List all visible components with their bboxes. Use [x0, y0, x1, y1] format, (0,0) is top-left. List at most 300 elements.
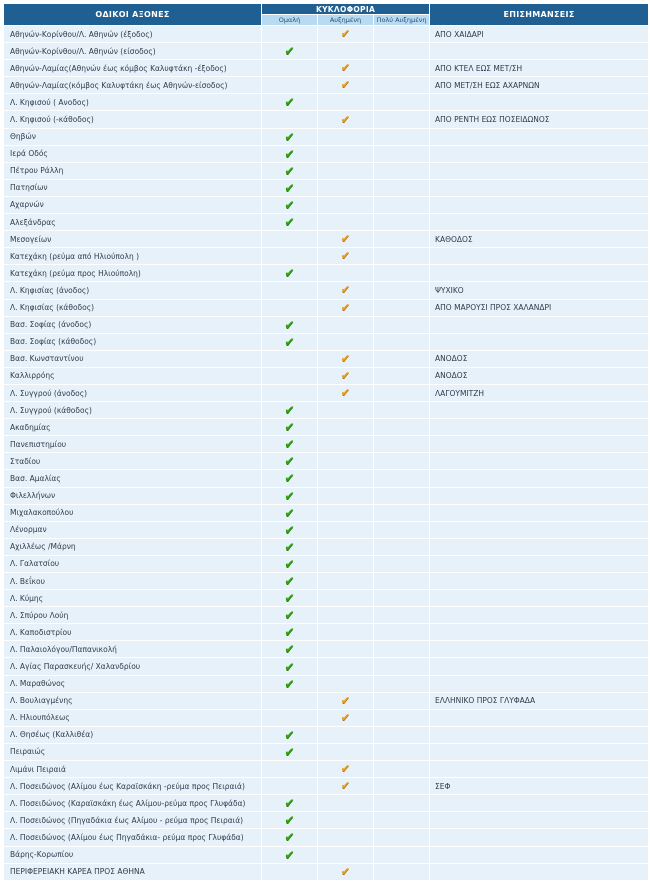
road-note — [430, 419, 648, 435]
road-note: ΑΠΟ ΧΑΙΔΑΡΙ — [430, 26, 648, 42]
road-note — [430, 847, 648, 863]
table-row — [4, 60, 648, 76]
road-note — [430, 197, 648, 213]
status-cell-normal — [262, 864, 317, 880]
road-note — [430, 710, 648, 726]
road-note — [430, 265, 648, 281]
table-row — [4, 795, 648, 811]
status-cell-normal — [262, 505, 317, 521]
status-cell-normal — [262, 522, 317, 538]
status-cell-very-increased — [374, 658, 429, 674]
status-cell-normal — [262, 727, 317, 743]
status-cell-very-increased — [374, 470, 429, 486]
road-name: Βασ. Κωνσταντίνου — [4, 351, 261, 367]
road-note: ΣΕΦ — [430, 778, 648, 794]
status-cell-normal — [262, 334, 317, 350]
status-cell-normal — [262, 470, 317, 486]
table-row — [4, 761, 648, 777]
status-cell-increased — [318, 453, 373, 469]
green-check-icon: ✔ — [284, 44, 295, 59]
status-cell-very-increased — [374, 248, 429, 264]
status-cell-very-increased — [374, 488, 429, 504]
road-name: Αθηνών-Λαμίας(κόμβος Καλυφτάκη έως Αθηνών-είσοδος) — [4, 77, 261, 93]
road-note — [430, 488, 648, 504]
status-cell-very-increased — [374, 351, 429, 367]
road-note — [430, 864, 648, 880]
table-row — [4, 676, 648, 692]
table-row — [4, 77, 648, 93]
orange-check-icon: ✔ — [340, 283, 351, 297]
table-row — [4, 505, 648, 521]
table-row — [4, 693, 648, 709]
level-very-increased-header: Πολύ Αυξημένη — [374, 15, 429, 25]
status-cell-normal — [262, 488, 317, 504]
status-cell-very-increased — [374, 607, 429, 623]
road-name: Θηβών — [4, 129, 261, 145]
green-check-icon: ✔ — [284, 488, 295, 503]
road-name: Πειραιώς — [4, 744, 261, 760]
status-cell-normal — [262, 693, 317, 709]
green-check-icon: ✔ — [284, 163, 295, 178]
status-cell-very-increased — [374, 60, 429, 76]
table-row — [4, 453, 648, 469]
road-note — [430, 522, 648, 538]
table-row — [4, 26, 648, 42]
table-row — [4, 334, 648, 350]
orange-check-icon: ✔ — [340, 864, 351, 878]
road-note — [430, 436, 648, 452]
green-check-icon: ✔ — [284, 266, 295, 281]
status-cell-increased — [318, 351, 373, 367]
status-cell-normal — [262, 829, 317, 845]
road-name: Ακαδημίας — [4, 419, 261, 435]
status-cell-normal — [262, 282, 317, 298]
status-cell-normal — [262, 94, 317, 110]
status-cell-increased — [318, 624, 373, 640]
status-cell-increased — [318, 470, 373, 486]
road-note: ΑΠΟ ΜΕΤ/ΣΗ ΕΩΣ ΑΧΑΡΝΩΝ — [430, 77, 648, 93]
status-cell-normal — [262, 812, 317, 828]
green-check-icon: ✔ — [284, 180, 295, 195]
road-note: ΛΑΓΟΥΜΙΤΖΗ — [430, 385, 648, 401]
status-cell-very-increased — [374, 573, 429, 589]
table-row — [4, 778, 648, 794]
table-row — [4, 658, 648, 674]
status-cell-very-increased — [374, 590, 429, 606]
status-cell-increased — [318, 727, 373, 743]
road-name: Λ. Κηφισίας (κάθοδος) — [4, 300, 261, 316]
status-cell-increased — [318, 590, 373, 606]
status-cell-normal — [262, 658, 317, 674]
road-name: Λ. Κηφισού ( Ανοδος) — [4, 94, 261, 110]
status-cell-very-increased — [374, 641, 429, 657]
table-row — [4, 641, 648, 657]
road-name: Λ. Σπύρου Λούη — [4, 607, 261, 623]
road-note: ΑΠΟ ΚΤΕΛ ΕΩΣ ΜΕΤ/ΣΗ — [430, 60, 648, 76]
road-name: Σταδίου — [4, 453, 261, 469]
green-check-icon: ✔ — [284, 591, 295, 606]
status-cell-very-increased — [374, 556, 429, 572]
axes-header: ΟΔΙΚΟΙ ΑΞΟΝΕΣ — [4, 4, 261, 25]
status-cell-normal — [262, 778, 317, 794]
road-name: Αθηνών-Κορίνθου/Λ. Αθηνών (είσοδος) — [4, 43, 261, 59]
status-cell-increased — [318, 60, 373, 76]
status-cell-very-increased — [374, 77, 429, 93]
status-cell-normal — [262, 26, 317, 42]
status-cell-very-increased — [374, 163, 429, 179]
status-cell-very-increased — [374, 419, 429, 435]
status-cell-very-increased — [374, 453, 429, 469]
table-row — [4, 607, 648, 623]
road-note — [430, 317, 648, 333]
status-cell-very-increased — [374, 812, 429, 828]
table-row — [4, 829, 648, 845]
table-row — [4, 43, 648, 59]
road-name: Ιερά Οδός — [4, 146, 261, 162]
status-cell-normal — [262, 43, 317, 59]
road-note — [430, 453, 648, 469]
status-cell-very-increased — [374, 693, 429, 709]
orange-check-icon: ✔ — [340, 27, 351, 41]
road-note — [430, 214, 648, 230]
status-cell-increased — [318, 214, 373, 230]
table-header — [4, 4, 648, 25]
status-cell-increased — [318, 77, 373, 93]
road-note — [430, 676, 648, 692]
green-check-icon: ✔ — [284, 539, 295, 554]
road-note — [430, 146, 648, 162]
status-cell-very-increased — [374, 129, 429, 145]
orange-check-icon: ✔ — [340, 779, 351, 793]
status-cell-very-increased — [374, 539, 429, 555]
table-row — [4, 180, 648, 196]
road-name: Βασ. Σοφίας (άνοδος) — [4, 317, 261, 333]
road-name: Μιχαλακοπούλου — [4, 505, 261, 521]
status-cell-very-increased — [374, 505, 429, 521]
status-cell-increased — [318, 744, 373, 760]
green-check-icon: ✔ — [284, 215, 295, 230]
table-row — [4, 539, 648, 555]
road-note — [430, 402, 648, 418]
road-note — [430, 795, 648, 811]
status-cell-normal — [262, 556, 317, 572]
green-check-icon: ✔ — [284, 522, 295, 537]
road-note: ΨΥΧΙΚΟ — [430, 282, 648, 298]
status-cell-increased — [318, 573, 373, 589]
status-cell-very-increased — [374, 676, 429, 692]
road-note — [430, 761, 648, 777]
road-name: Αχαρνών — [4, 197, 261, 213]
status-cell-increased — [318, 556, 373, 572]
status-cell-normal — [262, 590, 317, 606]
green-check-icon: ✔ — [284, 813, 295, 828]
status-cell-very-increased — [374, 710, 429, 726]
road-note: ΕΛΛΗΝΙΚΟ ΠΡΟΣ ΓΛΥΦΑΔΑ — [430, 693, 648, 709]
road-note — [430, 163, 648, 179]
status-cell-increased — [318, 197, 373, 213]
green-check-icon: ✔ — [284, 796, 295, 811]
table-row — [4, 436, 648, 452]
status-cell-normal — [262, 180, 317, 196]
status-cell-increased — [318, 94, 373, 110]
green-check-icon: ✔ — [284, 334, 295, 349]
status-cell-very-increased — [374, 334, 429, 350]
table-row — [4, 402, 648, 418]
road-note — [430, 829, 648, 845]
road-name: Λ. Βεΐκου — [4, 573, 261, 589]
road-name: Βασ. Σοφίας (κάθοδος) — [4, 334, 261, 350]
status-cell-very-increased — [374, 864, 429, 880]
table-row — [4, 300, 648, 316]
table-row — [4, 488, 648, 504]
road-note — [430, 607, 648, 623]
status-cell-increased — [318, 129, 373, 145]
status-cell-very-increased — [374, 829, 429, 845]
status-cell-normal — [262, 539, 317, 555]
status-cell-normal — [262, 573, 317, 589]
road-name: Βάρης-Κορωπίου — [4, 847, 261, 863]
road-name: Λ. Ποσειδώνος (Πηγαδάκια έως Αλίμου - ρεύμα προς Πειραιά) — [4, 812, 261, 828]
road-note — [430, 129, 648, 145]
status-cell-increased — [318, 111, 373, 127]
status-cell-increased — [318, 693, 373, 709]
road-name: Λένορμαν — [4, 522, 261, 538]
table-row — [4, 522, 648, 538]
status-cell-normal — [262, 265, 317, 281]
road-name: Λ. Κύμης — [4, 590, 261, 606]
status-cell-normal — [262, 248, 317, 264]
green-check-icon: ✔ — [284, 403, 295, 418]
status-cell-increased — [318, 265, 373, 281]
orange-check-icon: ✔ — [340, 693, 351, 707]
table-row — [4, 368, 648, 384]
status-cell-normal — [262, 624, 317, 640]
orange-check-icon: ✔ — [340, 61, 351, 75]
green-check-icon: ✔ — [284, 317, 295, 332]
status-cell-increased — [318, 26, 373, 42]
green-check-icon: ✔ — [284, 556, 295, 571]
green-check-icon: ✔ — [284, 676, 295, 691]
road-note — [430, 812, 648, 828]
status-cell-very-increased — [374, 43, 429, 59]
road-note — [430, 590, 648, 606]
road-note — [430, 658, 648, 674]
status-cell-very-increased — [374, 624, 429, 640]
road-name: Λ. Ποσειδώνος (Αλίμου έως Πηγαδάκια- ρεύμα προς Γλυφάδα) — [4, 829, 261, 845]
green-check-icon: ✔ — [284, 744, 295, 759]
status-cell-increased — [318, 180, 373, 196]
green-check-icon: ✔ — [284, 608, 295, 623]
table-row — [4, 590, 648, 606]
status-cell-normal — [262, 77, 317, 93]
road-name: Λ. Κηφισίας (άνοδος) — [4, 282, 261, 298]
status-cell-increased — [318, 607, 373, 623]
road-name: Αχιλλέως /Μάρνη — [4, 539, 261, 555]
status-cell-normal — [262, 795, 317, 811]
road-name: Λ. Κηφισού (-κάθοδος) — [4, 111, 261, 127]
road-note: ΑΠΟ ΡΕΝΤΗ ΕΩΣ ΠΟΣΕΙΔΩΝΟΣ — [430, 111, 648, 127]
status-cell-very-increased — [374, 744, 429, 760]
table-row — [4, 812, 648, 828]
status-cell-very-increased — [374, 197, 429, 213]
status-cell-increased — [318, 231, 373, 247]
road-note — [430, 573, 648, 589]
status-cell-normal — [262, 146, 317, 162]
green-check-icon: ✔ — [284, 642, 295, 657]
green-check-icon: ✔ — [284, 437, 295, 452]
level-increased-header: Αυξημένη — [318, 15, 373, 25]
green-check-icon: ✔ — [284, 471, 295, 486]
table-row — [4, 146, 648, 162]
road-name: Λ. Ποσειδώνος (Αλίμου έως Καραϊσκάκη -ρεύμα προς Πειραιά) — [4, 778, 261, 794]
status-cell-increased — [318, 146, 373, 162]
road-note — [430, 556, 648, 572]
status-cell-normal — [262, 402, 317, 418]
road-note — [430, 334, 648, 350]
status-cell-normal — [262, 231, 317, 247]
status-cell-very-increased — [374, 761, 429, 777]
status-cell-normal — [262, 744, 317, 760]
status-cell-normal — [262, 761, 317, 777]
road-note: ΑΝΟΔΟΣ — [430, 368, 648, 384]
status-cell-increased — [318, 317, 373, 333]
road-name: Λ. Θησέως (Καλλιθέα) — [4, 727, 261, 743]
status-cell-increased — [318, 812, 373, 828]
status-cell-very-increased — [374, 282, 429, 298]
table-row — [4, 470, 648, 486]
status-cell-very-increased — [374, 111, 429, 127]
status-cell-normal — [262, 385, 317, 401]
table-row — [4, 197, 648, 213]
status-cell-very-increased — [374, 368, 429, 384]
green-check-icon: ✔ — [284, 129, 295, 144]
green-check-icon: ✔ — [284, 847, 295, 862]
road-note — [430, 727, 648, 743]
road-name: Αλεξάνδρας — [4, 214, 261, 230]
table-row — [4, 248, 648, 264]
table-body — [4, 26, 648, 880]
status-cell-increased — [318, 385, 373, 401]
status-cell-very-increased — [374, 26, 429, 42]
notes-header: ΕΠΙΣΗΜΑΝΣΕΙΣ — [430, 4, 648, 25]
status-cell-increased — [318, 163, 373, 179]
status-cell-normal — [262, 163, 317, 179]
road-note — [430, 470, 648, 486]
orange-check-icon: ✔ — [340, 386, 351, 400]
status-cell-very-increased — [374, 727, 429, 743]
status-cell-very-increased — [374, 522, 429, 538]
green-check-icon: ✔ — [284, 830, 295, 845]
status-cell-increased — [318, 864, 373, 880]
status-cell-very-increased — [374, 265, 429, 281]
status-cell-normal — [262, 436, 317, 452]
status-cell-very-increased — [374, 214, 429, 230]
status-cell-increased — [318, 522, 373, 538]
status-cell-increased — [318, 710, 373, 726]
status-cell-normal — [262, 111, 317, 127]
status-cell-increased — [318, 402, 373, 418]
traffic-table — [3, 3, 649, 881]
status-cell-normal — [262, 368, 317, 384]
status-cell-increased — [318, 368, 373, 384]
status-cell-increased — [318, 419, 373, 435]
green-check-icon: ✔ — [284, 95, 295, 110]
table-row — [4, 710, 648, 726]
road-name: Λ. Ποσειδώνος (Καραϊσκάκη έως Αλίμου-ρεύμα προς Γλυφάδα) — [4, 795, 261, 811]
table-row — [4, 556, 648, 572]
road-note — [430, 180, 648, 196]
table-row — [4, 419, 648, 435]
table-row — [4, 624, 648, 640]
road-name: Κατεχάκη (ρεύμα από Ηλιούπολη ) — [4, 248, 261, 264]
status-cell-normal — [262, 676, 317, 692]
road-note — [430, 641, 648, 657]
road-name: Λ. Ηλιουπόλεως — [4, 710, 261, 726]
status-cell-increased — [318, 641, 373, 657]
road-note — [430, 43, 648, 59]
status-cell-very-increased — [374, 317, 429, 333]
road-name: Βασ. Αμαλίας — [4, 470, 261, 486]
status-cell-very-increased — [374, 94, 429, 110]
status-cell-very-increased — [374, 180, 429, 196]
orange-check-icon: ✔ — [340, 249, 351, 263]
road-note — [430, 624, 648, 640]
status-cell-very-increased — [374, 231, 429, 247]
status-cell-normal — [262, 419, 317, 435]
green-check-icon: ✔ — [284, 146, 295, 161]
table-row — [4, 129, 648, 145]
status-cell-increased — [318, 436, 373, 452]
traffic-header: ΚΥΚΛΟΦΟΡΙΑ — [262, 4, 429, 14]
green-check-icon: ✔ — [284, 454, 295, 469]
table-row — [4, 385, 648, 401]
status-cell-normal — [262, 317, 317, 333]
status-cell-very-increased — [374, 778, 429, 794]
status-cell-increased — [318, 539, 373, 555]
road-name: Πέτρου Ράλλη — [4, 163, 261, 179]
status-cell-normal — [262, 214, 317, 230]
road-note: ΑΝΟΔΟΣ — [430, 351, 648, 367]
road-name: Πανεπιστημίου — [4, 436, 261, 452]
road-name: Λ. Συγγρού (κάθοδος) — [4, 402, 261, 418]
green-check-icon: ✔ — [284, 505, 295, 520]
status-cell-normal — [262, 453, 317, 469]
road-name: Κατεχάκη (ρεύμα προς Ηλιούπολη) — [4, 265, 261, 281]
road-note — [430, 505, 648, 521]
orange-check-icon: ✔ — [340, 112, 351, 126]
table-row — [4, 317, 648, 333]
road-note — [430, 248, 648, 264]
table-row — [4, 111, 648, 127]
table-row — [4, 864, 648, 880]
road-name: Μεσογείων — [4, 231, 261, 247]
road-note — [430, 94, 648, 110]
status-cell-increased — [318, 488, 373, 504]
road-name: Πατησίων — [4, 180, 261, 196]
green-check-icon: ✔ — [284, 727, 295, 742]
road-name: Λ. Αγίας Παρασκευής/ Χαλανδρίου — [4, 658, 261, 674]
status-cell-normal — [262, 129, 317, 145]
status-cell-increased — [318, 43, 373, 59]
status-cell-increased — [318, 829, 373, 845]
road-name: Καλλιρρόης — [4, 368, 261, 384]
status-cell-increased — [318, 505, 373, 521]
green-check-icon: ✔ — [284, 197, 295, 212]
road-name: Λ. Γαλατσίου — [4, 556, 261, 572]
orange-check-icon: ✔ — [340, 78, 351, 92]
status-cell-normal — [262, 641, 317, 657]
table-row — [4, 573, 648, 589]
